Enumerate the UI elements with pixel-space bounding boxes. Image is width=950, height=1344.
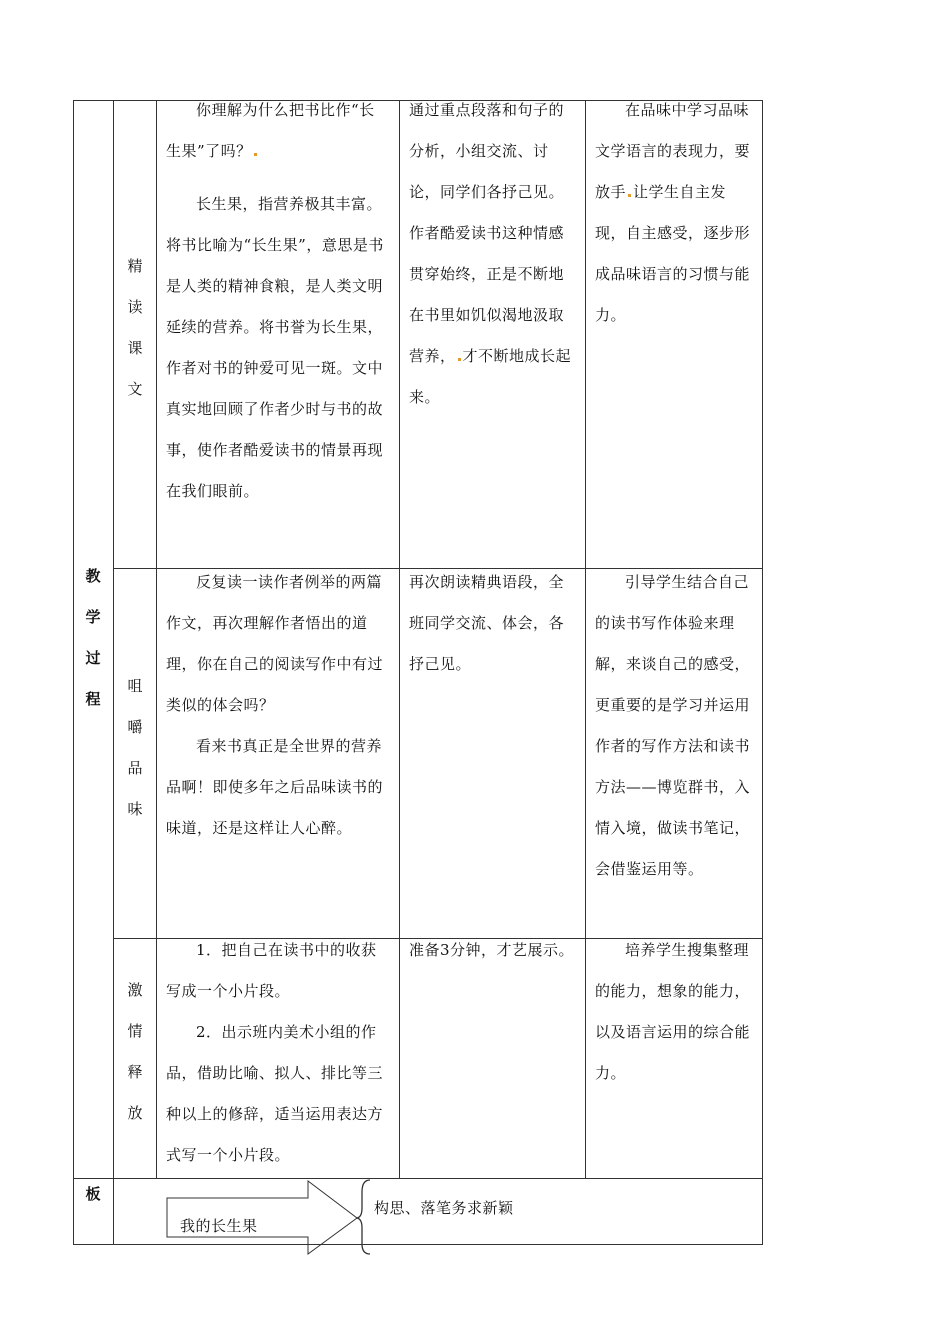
stage-label-savor: 咀 嚼 品 味 <box>127 677 143 818</box>
row1-activity: 通过重点段落和句子的分析，小组交流、讨论，同学们各抒己见。作者酷爱读书这种情感贯穿始终，正是不断地在书里如饥似渴地汲取营养， 才不断地成长起来。 <box>409 101 572 406</box>
stage-label-intensive-reading: 精 读 课 文 <box>127 257 143 398</box>
row2-intent: 引导学生结合自己的读书写作体验来理解，来谈自己的感受，更重要的是学习并运用作者的写作方法和读书方法——博览群书，入情入境，做读书笔记，会借鉴运用等。 <box>595 573 751 878</box>
board-branch-text: 构思、落笔务求新颖 <box>374 1199 514 1217</box>
row3-activity: 准备3分钟，才艺展示。 <box>409 941 575 959</box>
row2-content: 反复读一读作者例举的两篇作文，再次理解作者悟出的道理，你在自己的阅读写作中有过类似的体会吗？ 看来书真正是全世界的营养品啊！即使多年之后品味读书的味道，还是这样让人心醉。 <box>166 573 384 837</box>
row1-explanation: 长生果，指营养极其丰富。将书比喻为“长生果”，意思是书是人类的精神食粮，是人类文明延续的营养。将书誉为长生果，作者对书的钟爱可见一斑。文中真实地回顾了作者少时与书的故事，使作者酷爱读书的情景再现在我们眼前。 <box>166 195 384 500</box>
board-arrow-label: 我的长生果 <box>180 1217 258 1235</box>
stage-label-release: 激 情 释 放 <box>127 981 143 1122</box>
board-label: 板 <box>85 1185 101 1203</box>
row3-content: 1．把自己在读书中的收获写成一个小片段。 2．出示班内美术小组的作品，借助比喻、拟人、排比等三种以上的修辞，适当运用表达方式写一个小片段。 <box>166 941 384 1164</box>
row1-question: 你理解为什么把书比作“长生果”了吗？ <box>166 101 375 160</box>
brace-shape <box>356 1180 370 1254</box>
teaching-process-label: 教 学 过 程 <box>85 567 101 708</box>
row2-activity: 再次朗读精典语段，全班同学交流、体会，各抒己见。 <box>409 573 565 673</box>
row3-intent: 培养学生搜集整理的能力，想象的能力，以及语言运用的综合能力。 <box>595 941 751 1082</box>
row1-intent: 在品味中学习品味文学语言的表现力，要放手 让学生自主发现，自主感受，逐步形成品味语言的习惯与能力。 <box>595 101 751 324</box>
